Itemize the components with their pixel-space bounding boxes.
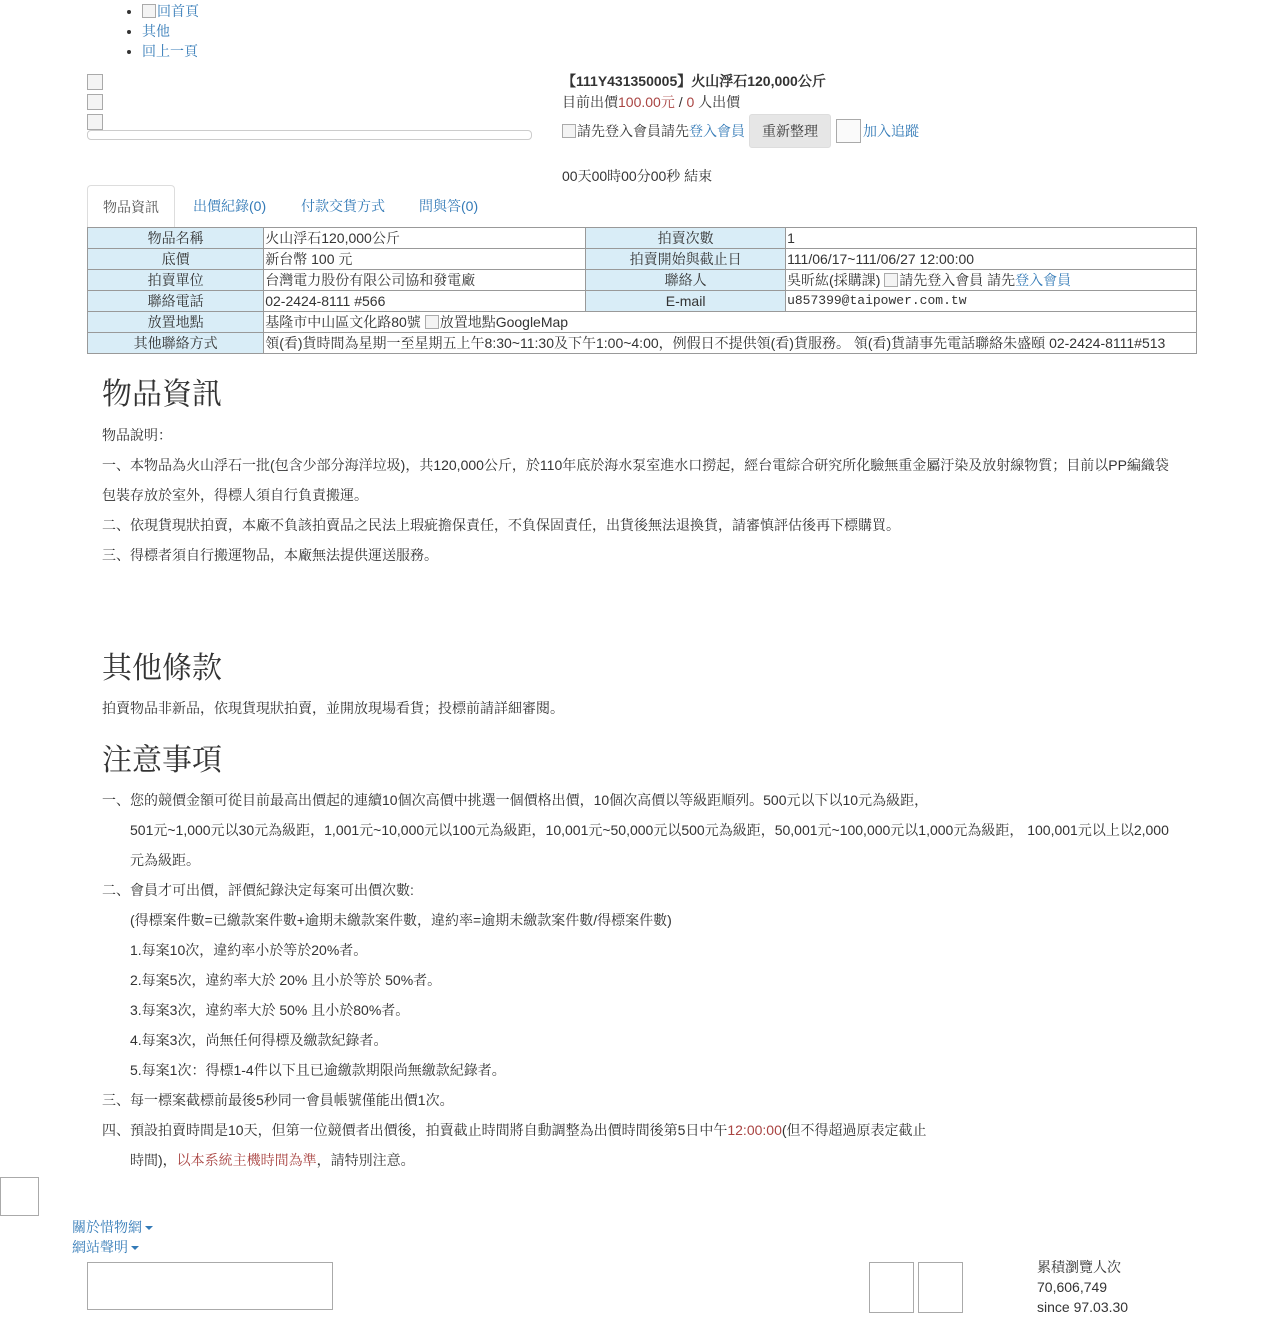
notice-section: 注意事項 一、您的競價金額可從目前最高出價起的連續10個次高價中挑選一個價格出價，10個次高價以等級距順列。500元以下以10元為級距， 501元~1,000元以30元為級距，1,001元~10,000元以100元為級距，10,001元~50,000元以500元為級距，50,001元~100,000元以1,000元為級距， 100,001元以上以2,000 元為級距。 二、會員才可出價，評價紀錄決定每案可出價次數: (得標案件數=已繳款案件數+逾期未繳款案件數，違約率=逾期未繳款案件數/得標案件數) 1.每案10次，違約率小於等於20%者。 2.每案5次，違約率大於 20% 且小於等於 50%者。 3.每案3次，違約率大於 50% 且小於80%者。 4.每案3次，尚無任何得標及繳款紀錄者。 5.每案1次：得標1-4件以下且已逾繳款期限尚無繳款紀錄者。 三、每一標案截標前最後5秒同一會員帳號僅能出價1次。 四、預設拍賣時間是10天，但第一位競價者出價後，拍賣截止時間將自動調整為出價時間後第5日中午12:00:00(但不得超過原表定截止 時間)，以本系統主機時間為準，請特別注意。: [102, 737, 1197, 1175]
other-terms-section: 其他條款 拍賣物品非新品，依現貨現狀拍賣，並開放現場看貨；投標前請詳細審閱。: [102, 645, 1192, 723]
floating-image-button[interactable]: [0, 1177, 39, 1216]
contact-label: 聯絡人: [586, 270, 786, 291]
home-image[interactable]: [142, 0, 199, 22]
broken-image-icon: [884, 273, 898, 287]
countdown-timer: 00天00時00分00秒 結束: [562, 168, 713, 184]
table-row: [88, 270, 1197, 291]
other-contact-label: 其他聯絡方式: [88, 333, 264, 354]
item-image-gallery: [87, 74, 532, 140]
footer-logo[interactable]: [87, 1262, 333, 1310]
item-tabs: [87, 185, 1197, 228]
other-contact-value: 領(看)貨時間為星期一至星期五上午8:30~11:30及下午1:00~4:00，例假日不提供領(看)貨服務。 領(看)貨請事先電話聯絡朱盛頤 02-2424-8111#513: [264, 333, 1197, 354]
name-value: 火山浮石120,000公斤: [264, 228, 586, 249]
phone-value: 02-2424-8111 #566: [264, 291, 586, 312]
nav-home[interactable]: [142, 0, 199, 20]
image-scrollbar[interactable]: [87, 130, 532, 140]
email-label: E-mail: [586, 291, 786, 312]
contact-value: 吳昕紘(採購課) 請先登入會員 請先登入會員: [786, 270, 1197, 291]
nav-back-link[interactable]: 回上一頁: [142, 43, 198, 59]
contact-login-image: 請先登入會員: [884, 270, 983, 290]
item-image-2[interactable]: [87, 94, 103, 110]
place-value: 基隆市中山區文化路80號 放置地點GoogleMap: [264, 312, 1197, 333]
name-label: 物品名稱: [88, 228, 264, 249]
table-row: [88, 312, 1197, 333]
visitor-counter: 累積瀏覽人次 70,606,749 since 97.03.30: [1037, 1259, 1129, 1315]
contact-login-link[interactable]: 登入會員: [1015, 272, 1072, 288]
track-icon[interactable]: [836, 119, 861, 143]
tab-item-info[interactable]: 物品資訊: [87, 185, 175, 229]
nav-other-link[interactable]: 其他: [142, 23, 170, 39]
tab-qa[interactable]: 問與答(0): [419, 198, 479, 214]
footer-links: [72, 1217, 153, 1257]
period-value: 111/06/17~111/06/27 12:00:00: [786, 249, 1197, 270]
tab-payment-delivery[interactable]: 付款交貨方式: [301, 198, 385, 214]
table-row: [88, 291, 1197, 312]
item-actions: 請先登入會員 請先 登入會員 重新整理 加入追蹤: [562, 114, 1262, 148]
period-label: 拍賣開始與截止日: [586, 249, 786, 270]
section-heading: 其他條款: [102, 652, 222, 685]
about-dropdown[interactable]: 關於惜物網: [72, 1217, 153, 1237]
statement-dropdown[interactable]: 網站聲明: [72, 1237, 153, 1257]
add-track-link[interactable]: 加入追蹤: [863, 123, 919, 139]
item-title: 【111Y431350005】火山浮石120,000公斤: [562, 73, 826, 89]
bid-count: 0: [686, 94, 695, 110]
base-price-value: 新台幣 100 元: [264, 249, 586, 270]
caret-down-icon: [131, 1246, 139, 1250]
item-detail-table: [87, 227, 1197, 354]
table-row: [88, 228, 1197, 249]
item-description-section: 物品資訊 物品說明： 一、本物品為火山浮石一批(包含少部分海洋垃圾)，共120,000公斤，於110年底於海水泵室進水口撈起，經台電綜合研究所化驗無重金屬汙染及放射線物質；目前以PP編織袋 包裝存放於室外，得標人須自行負責搬運。 二、依現貨現狀拍賣，本廠不負該拍賣品之民法上瑕疵擔保責任，不負保固責任，出貨後無法退換貨，請審慎評估後再下標購買。 三、得標者須自行搬運物品，本廠無法提供運送服務。: [102, 370, 1192, 570]
unit-value: 台灣電力股份有限公司協和發電廠: [264, 270, 586, 291]
googlemap-image[interactable]: 放置地點GoogleMap: [425, 312, 568, 332]
item-info-panel: [562, 70, 1262, 148]
times-label: 拍賣次數: [586, 228, 786, 249]
home-link[interactable]: 回首頁: [157, 3, 199, 19]
item-image-1[interactable]: [87, 74, 103, 90]
price-value: 100.00元: [618, 94, 675, 110]
login-link[interactable]: 登入會員: [689, 123, 745, 139]
login-image: 請先登入會員: [562, 121, 661, 141]
broken-image-icon: [425, 315, 439, 329]
unit-label: 拍賣單位: [88, 270, 264, 291]
broken-image-icon: [562, 124, 576, 138]
table-row: [88, 249, 1197, 270]
caret-down-icon: [145, 1226, 153, 1230]
times-value: 1: [786, 228, 1197, 249]
item-image-3[interactable]: [87, 114, 103, 130]
footer-badge-2[interactable]: [918, 1262, 963, 1313]
section-heading: 注意事項: [102, 744, 222, 777]
tab-bid-history[interactable]: 出價紀錄(0): [193, 198, 267, 214]
section-heading: 物品資訊: [102, 378, 222, 411]
refresh-button[interactable]: 重新整理: [749, 114, 831, 148]
email-value: u857399@taipower.com.tw: [786, 291, 1197, 312]
base-price-label: 底價: [88, 249, 264, 270]
table-row: [88, 333, 1197, 354]
place-label: 放置地點: [88, 312, 264, 333]
broken-image-icon: [142, 4, 156, 18]
top-nav: [126, 0, 199, 60]
footer-badge-1[interactable]: [869, 1262, 914, 1313]
current-price: 目前出價100.00元 / 0 人出價: [562, 94, 741, 110]
phone-label: 聯絡電話: [88, 291, 264, 312]
